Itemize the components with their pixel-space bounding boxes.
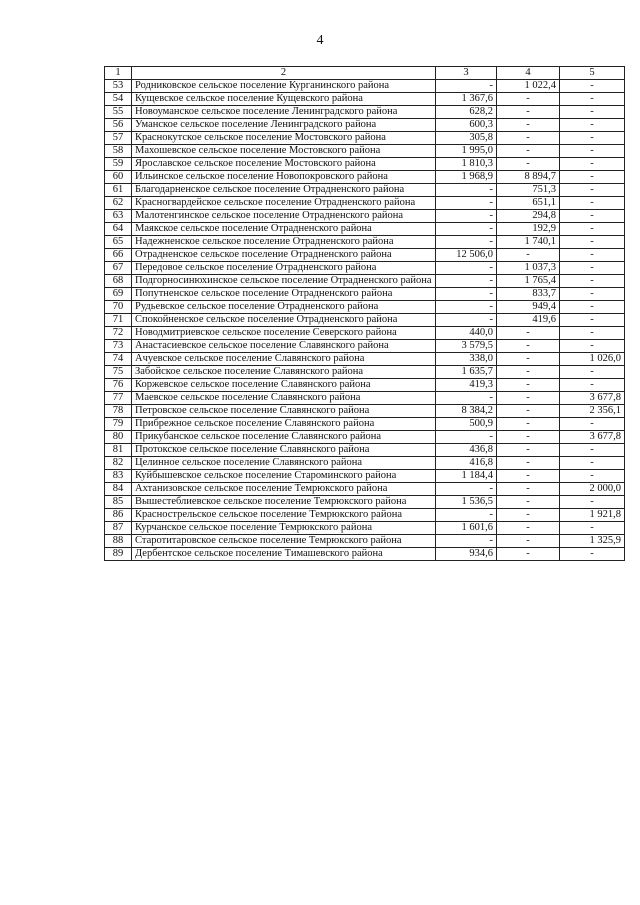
amount-col-5: 2 356,1 — [560, 405, 625, 418]
amount-col-3: - — [436, 535, 497, 548]
amount-col-3: - — [436, 262, 497, 275]
settlement-name: Спокойненское сельское поселение Отрадненского района — [132, 314, 436, 327]
amount-col-4: 419,6 — [497, 314, 560, 327]
amount-col-3: - — [436, 509, 497, 522]
amount-col-4: - — [497, 327, 560, 340]
row-number: 83 — [105, 470, 132, 483]
amount-col-3: 338,0 — [436, 353, 497, 366]
amount-col-3: 1 968,9 — [436, 171, 497, 184]
row-number: 89 — [105, 548, 132, 561]
amount-col-5: - — [560, 236, 625, 249]
amount-col-4: 192,9 — [497, 223, 560, 236]
amount-col-4: 1 765,4 — [497, 275, 560, 288]
column-header-1: 1 — [105, 67, 132, 80]
table-row — [105, 431, 625, 444]
table-row — [105, 132, 625, 145]
amount-col-5: - — [560, 145, 625, 158]
amount-col-4: - — [497, 535, 560, 548]
amount-col-4: - — [497, 496, 560, 509]
table-row — [105, 210, 625, 223]
settlement-name: Рудьевское сельское поселение Отрадненского района — [132, 301, 436, 314]
settlement-name: Забойское сельское поселение Славянского района — [132, 366, 436, 379]
amount-col-4: - — [497, 379, 560, 392]
table-row — [105, 457, 625, 470]
table-row — [105, 106, 625, 119]
row-number: 86 — [105, 509, 132, 522]
table-row — [105, 379, 625, 392]
table-row — [105, 548, 625, 561]
amount-col-4: - — [497, 431, 560, 444]
table-row — [105, 119, 625, 132]
amount-col-5: 1 026,0 — [560, 353, 625, 366]
amount-col-5: - — [560, 522, 625, 535]
amount-col-3: 436,8 — [436, 444, 497, 457]
row-number: 87 — [105, 522, 132, 535]
amount-col-4: 949,4 — [497, 301, 560, 314]
amount-col-3: 12 506,0 — [436, 249, 497, 262]
amount-col-3: 1 810,3 — [436, 158, 497, 171]
amount-col-5: - — [560, 340, 625, 353]
settlement-name: Уманское сельское поселение Ленинградского района — [132, 119, 436, 132]
amount-col-4: - — [497, 470, 560, 483]
amount-col-3: 1 995,0 — [436, 145, 497, 158]
amount-col-5: - — [560, 223, 625, 236]
amount-col-4: 651,1 — [497, 197, 560, 210]
column-header-4: 4 — [497, 67, 560, 80]
amount-col-5: - — [560, 301, 625, 314]
amount-col-5: - — [560, 184, 625, 197]
settlement-name: Махошевское сельское поселение Мостовского района — [132, 145, 436, 158]
settlement-name: Маевское сельское поселение Славянского района — [132, 392, 436, 405]
table-row — [105, 535, 625, 548]
column-number-row — [105, 67, 625, 80]
amount-col-3: - — [436, 210, 497, 223]
settlement-name: Старотитаровское сельское поселение Темрюкского района — [132, 535, 436, 548]
amount-col-4: - — [497, 353, 560, 366]
amount-col-3: - — [436, 80, 497, 93]
amount-col-4: 1 037,3 — [497, 262, 560, 275]
settlement-name: Ильинское сельское поселение Новопокровского района — [132, 171, 436, 184]
amount-col-5: - — [560, 444, 625, 457]
row-number: 62 — [105, 197, 132, 210]
table-row — [105, 262, 625, 275]
settlement-name: Малотенгинское сельское поселение Отрадненского района — [132, 210, 436, 223]
table-row — [105, 80, 625, 93]
table-row — [105, 275, 625, 288]
settlement-name: Прибрежное сельское поселение Славянского района — [132, 418, 436, 431]
amount-col-3: 419,3 — [436, 379, 497, 392]
table-row — [105, 249, 625, 262]
table-row — [105, 184, 625, 197]
settlement-name: Ачуевское сельское поселение Славянского района — [132, 353, 436, 366]
amount-col-3: - — [436, 236, 497, 249]
settlement-name: Новоуманское сельское поселение Ленинградского района — [132, 106, 436, 119]
amount-col-4: 1 740,1 — [497, 236, 560, 249]
table-row — [105, 158, 625, 171]
settlement-name: Новодмитриевское сельское поселение Северского района — [132, 327, 436, 340]
row-number: 79 — [105, 418, 132, 431]
amount-col-5: - — [560, 197, 625, 210]
settlement-name: Курчанское сельское поселение Темрюкского района — [132, 522, 436, 535]
amount-col-5: - — [560, 470, 625, 483]
amount-col-3: - — [436, 184, 497, 197]
settlement-name: Подгорносинюхинское сельское поселение Отрадненского района — [132, 275, 436, 288]
amount-col-4: - — [497, 392, 560, 405]
settlement-name: Протокское сельское поселение Славянского района — [132, 444, 436, 457]
amount-col-5: - — [560, 93, 625, 106]
settlement-name: Красногвардейское сельское поселение Отрадненского района — [132, 197, 436, 210]
table-row — [105, 444, 625, 457]
amount-col-5: 1 325,9 — [560, 535, 625, 548]
settlement-name: Отрадненское сельское поселение Отрадненского района — [132, 249, 436, 262]
row-number: 82 — [105, 457, 132, 470]
settlement-name: Целинное сельское поселение Славянского района — [132, 457, 436, 470]
row-number: 85 — [105, 496, 132, 509]
table-row — [105, 223, 625, 236]
amount-col-4: - — [497, 444, 560, 457]
amount-col-4: - — [497, 418, 560, 431]
row-number: 68 — [105, 275, 132, 288]
table-body — [105, 67, 625, 561]
amount-col-4: - — [497, 93, 560, 106]
amount-col-3: 305,8 — [436, 132, 497, 145]
amount-col-3: 416,8 — [436, 457, 497, 470]
amount-col-4: - — [497, 158, 560, 171]
settlement-name: Куйбышевское сельское поселение Староминского района — [132, 470, 436, 483]
row-number: 61 — [105, 184, 132, 197]
amount-col-5: - — [560, 457, 625, 470]
settlement-name: Надежненское сельское поселение Отрадненского района — [132, 236, 436, 249]
amount-col-3: 1 184,4 — [436, 470, 497, 483]
amount-col-4: 833,7 — [497, 288, 560, 301]
amount-col-3: 934,6 — [436, 548, 497, 561]
table-row — [105, 327, 625, 340]
amount-col-5: - — [560, 106, 625, 119]
row-number: 77 — [105, 392, 132, 405]
amount-col-5: - — [560, 288, 625, 301]
amount-col-3: - — [436, 431, 497, 444]
row-number: 69 — [105, 288, 132, 301]
amount-col-4: - — [497, 145, 560, 158]
row-number: 63 — [105, 210, 132, 223]
amount-col-5: 3 677,8 — [560, 392, 625, 405]
settlement-name: Краснострельское сельское поселение Темрюкского района — [132, 509, 436, 522]
amount-col-3: - — [436, 314, 497, 327]
table-row — [105, 301, 625, 314]
appropriations-table — [104, 66, 625, 561]
amount-col-5: - — [560, 314, 625, 327]
amount-col-3: 440,0 — [436, 327, 497, 340]
amount-col-4: - — [497, 509, 560, 522]
amount-col-4: - — [497, 132, 560, 145]
row-number: 59 — [105, 158, 132, 171]
amount-col-3: - — [436, 223, 497, 236]
amount-col-3: - — [436, 288, 497, 301]
row-number: 76 — [105, 379, 132, 392]
table-row — [105, 145, 625, 158]
amount-col-5: - — [560, 366, 625, 379]
amount-col-5: - — [560, 132, 625, 145]
row-number: 81 — [105, 444, 132, 457]
amount-col-5: - — [560, 418, 625, 431]
table-row — [105, 496, 625, 509]
table-row — [105, 522, 625, 535]
table-row — [105, 288, 625, 301]
row-number: 60 — [105, 171, 132, 184]
row-number: 72 — [105, 327, 132, 340]
amount-col-4: - — [497, 548, 560, 561]
row-number: 64 — [105, 223, 132, 236]
amount-col-5: - — [560, 379, 625, 392]
table-row — [105, 366, 625, 379]
row-number: 54 — [105, 93, 132, 106]
amount-col-3: 1 635,7 — [436, 366, 497, 379]
amount-col-5: - — [560, 275, 625, 288]
row-number: 66 — [105, 249, 132, 262]
amount-col-4: 1 022,4 — [497, 80, 560, 93]
table-row — [105, 509, 625, 522]
amount-col-3: 628,2 — [436, 106, 497, 119]
settlement-name: Родниковское сельское поселение Курганинского района — [132, 80, 436, 93]
table-row — [105, 405, 625, 418]
amount-col-5: - — [560, 548, 625, 561]
settlement-name: Благодарненское сельское поселение Отрадненского района — [132, 184, 436, 197]
settlement-name: Маякское сельское поселение Отрадненского района — [132, 223, 436, 236]
amount-col-4: - — [497, 340, 560, 353]
row-number: 70 — [105, 301, 132, 314]
row-number: 65 — [105, 236, 132, 249]
amount-col-3: 1 536,5 — [436, 496, 497, 509]
settlement-name: Петровское сельское поселение Славянского района — [132, 405, 436, 418]
amount-col-3: - — [436, 392, 497, 405]
amount-col-4: - — [497, 366, 560, 379]
settlement-name: Попутненское сельское поселение Отрадненского района — [132, 288, 436, 301]
amount-col-5: - — [560, 210, 625, 223]
row-number: 56 — [105, 119, 132, 132]
table-row — [105, 171, 625, 184]
settlement-name: Ахтанизовское сельское поселение Темрюкского района — [132, 483, 436, 496]
amount-col-4: 751,3 — [497, 184, 560, 197]
amount-col-5: 1 921,8 — [560, 509, 625, 522]
settlement-name: Анастасиевское сельское поселение Славянского района — [132, 340, 436, 353]
table-row — [105, 197, 625, 210]
row-number: 74 — [105, 353, 132, 366]
column-header-2: 2 — [132, 67, 436, 80]
row-number: 53 — [105, 80, 132, 93]
amount-col-5: - — [560, 119, 625, 132]
row-number: 78 — [105, 405, 132, 418]
amount-col-4: - — [497, 522, 560, 535]
table-row — [105, 236, 625, 249]
table-row — [105, 340, 625, 353]
amount-col-4: 294,8 — [497, 210, 560, 223]
amount-col-4: - — [497, 119, 560, 132]
table-row — [105, 353, 625, 366]
amount-col-5: - — [560, 158, 625, 171]
settlement-name: Дербентское сельское поселение Тимашевского района — [132, 548, 436, 561]
amount-col-3: 1 601,6 — [436, 522, 497, 535]
row-number: 75 — [105, 366, 132, 379]
amount-col-3: 1 367,6 — [436, 93, 497, 106]
row-number: 84 — [105, 483, 132, 496]
amount-col-5: - — [560, 249, 625, 262]
amount-col-4: - — [497, 483, 560, 496]
table-row — [105, 392, 625, 405]
amount-col-5: 3 677,8 — [560, 431, 625, 444]
amount-col-5: - — [560, 80, 625, 93]
table-row — [105, 93, 625, 106]
row-number: 67 — [105, 262, 132, 275]
amount-col-4: 8 894,7 — [497, 171, 560, 184]
column-header-3: 3 — [436, 67, 497, 80]
row-number: 73 — [105, 340, 132, 353]
settlement-name: Краснокутское сельское поселение Мостовского района — [132, 132, 436, 145]
amount-col-5: - — [560, 327, 625, 340]
settlement-name: Передовое сельское поселение Отрадненского района — [132, 262, 436, 275]
row-number: 80 — [105, 431, 132, 444]
settlement-name: Кущевское сельское поселение Кущевского района — [132, 93, 436, 106]
amount-col-5: 2 000,0 — [560, 483, 625, 496]
amount-col-4: - — [497, 106, 560, 119]
settlement-name: Ярославское сельское поселение Мостовского района — [132, 158, 436, 171]
table-row — [105, 314, 625, 327]
settlement-name: Прикубанское сельское поселение Славянского района — [132, 431, 436, 444]
amount-col-3: 3 579,5 — [436, 340, 497, 353]
amount-col-3: - — [436, 483, 497, 496]
amount-col-4: - — [497, 249, 560, 262]
row-number: 88 — [105, 535, 132, 548]
amount-col-3: - — [436, 301, 497, 314]
row-number: 57 — [105, 132, 132, 145]
amount-col-3: 600,3 — [436, 119, 497, 132]
amount-col-5: - — [560, 262, 625, 275]
table-row — [105, 418, 625, 431]
table-row — [105, 470, 625, 483]
amount-col-5: - — [560, 496, 625, 509]
amount-col-3: - — [436, 275, 497, 288]
row-number: 71 — [105, 314, 132, 327]
amount-col-3: 8 384,2 — [436, 405, 497, 418]
page-number: 4 — [316, 33, 324, 48]
table-row — [105, 483, 625, 496]
amount-col-3: 500,9 — [436, 418, 497, 431]
amount-col-3: - — [436, 197, 497, 210]
amount-col-4: - — [497, 457, 560, 470]
row-number: 55 — [105, 106, 132, 119]
settlement-name: Вышестеблиевское сельское поселение Темрюкского района — [132, 496, 436, 509]
amount-col-5: - — [560, 171, 625, 184]
column-header-5: 5 — [560, 67, 625, 80]
settlement-name: Коржевское сельское поселение Славянского района — [132, 379, 436, 392]
row-number: 58 — [105, 145, 132, 158]
amount-col-4: - — [497, 405, 560, 418]
